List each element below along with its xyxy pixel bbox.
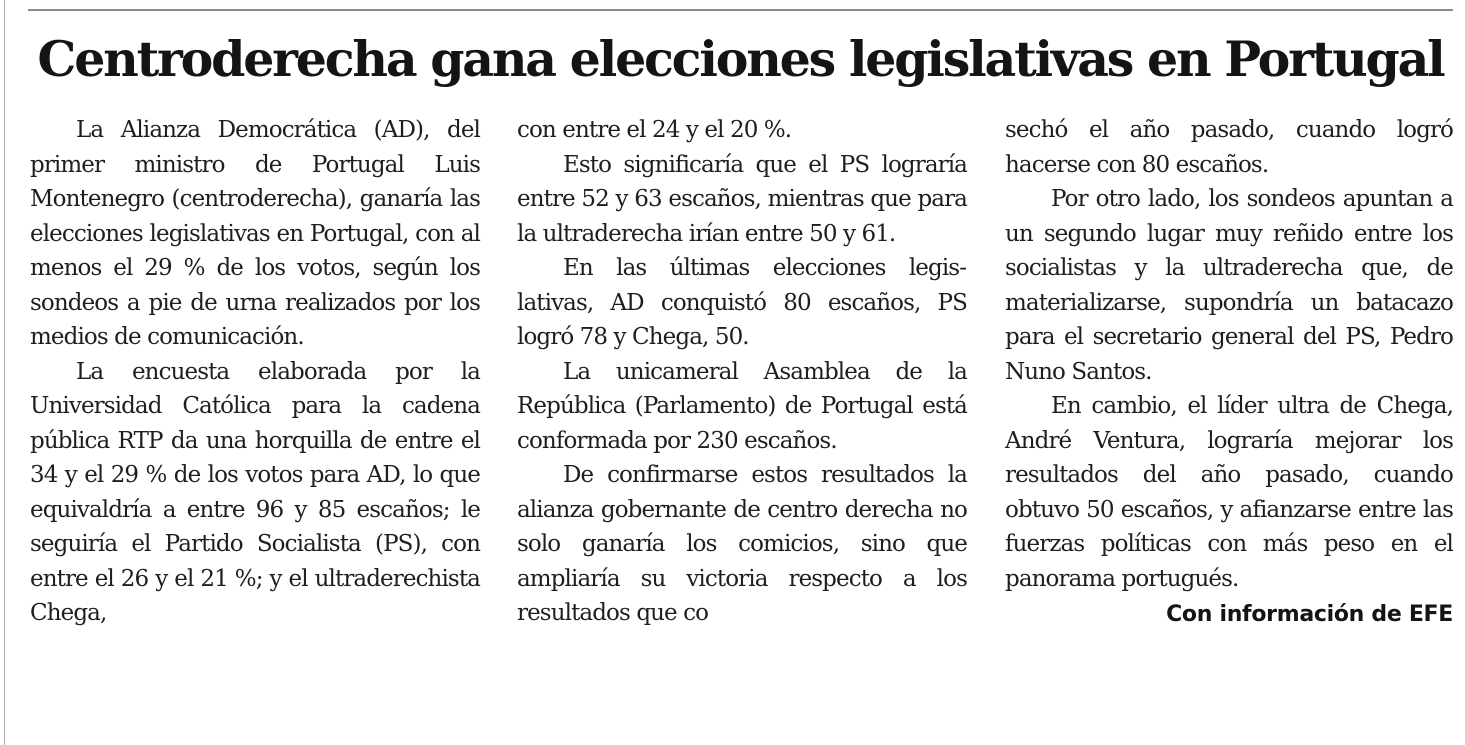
paragraph-2: La encuesta elaborada por la Universidad Católica para la cadena pública RTP da una horquilla de entre el 34 y el 29 % de los votos para AD, lo que equivaldría a entre 96 y 85 escaños; le seguiría el Partido Socialista (PS), con entre el 26 y el 21 %; y el ultraderechista Chega, [30,358,480,626]
paragraph-5: La unicameral Asamblea de la República (Parlamento) de Portugal está conformada por 230 escaños. [517,358,967,454]
paragraph-8: En cambio, el líder ultra de Chega, André Ventura, lograría mejorar los resultados del año pasado, cuando obtuvo 50 escaños, y afianzarse entre las fuerzas políticas con más peso en el panorama portugués. [1005,393,1453,592]
paragraph-2-continued: con entre el 24 y el 20 %. [517,117,792,143]
source-credit: Con información de EFE [1166,602,1453,627]
paragraph-6-continued: sechó el año pasado, cuando logró hacerse con 80 escaños. [1005,117,1453,178]
paragraph-7: Por otro lado, los sondeos apuntan a un segundo lugar muy reñido entre los socialistas y la ultraderecha que, de materializarse, supondría un batacazo para el secretario general del PS, Pedro Nuno Santos. [1005,186,1453,385]
page-left-rule [4,0,5,745]
paragraph-6: De confirmarse estos resultados la alianza gobernante de centro derecha no solo ganaría los comicios, sino que ampliaría su victoria respecto a los resultados que co [517,462,967,626]
paragraph-1: La Alianza Democrática (AD), del primer ministro de Portugal Luis Montenegro (centroderecha), ganaría las elecciones legislativas en Portugal, con al menos el 29 % de los votos, según los sondeos a pie de urna realizados por los medios de comunicación. [30,117,480,350]
paragraph-4: En las últimas elecciones legislativas, AD conquistó 80 escaños, PS logró 78 y Chega, 50. [517,255,967,350]
article-column-3 [1005,113,1453,634]
paragraph-3: Esto significaría que el PS lograría entre 52 y 63 escaños, mientras que para la ultraderecha irían entre 50 y 61. [517,151,967,247]
top-rule [28,9,1453,11]
article-column-2 [517,113,967,631]
article-column-1 [30,113,480,631]
headline: Centroderecha gana elecciones legislativas en Portugal [37,30,1444,88]
